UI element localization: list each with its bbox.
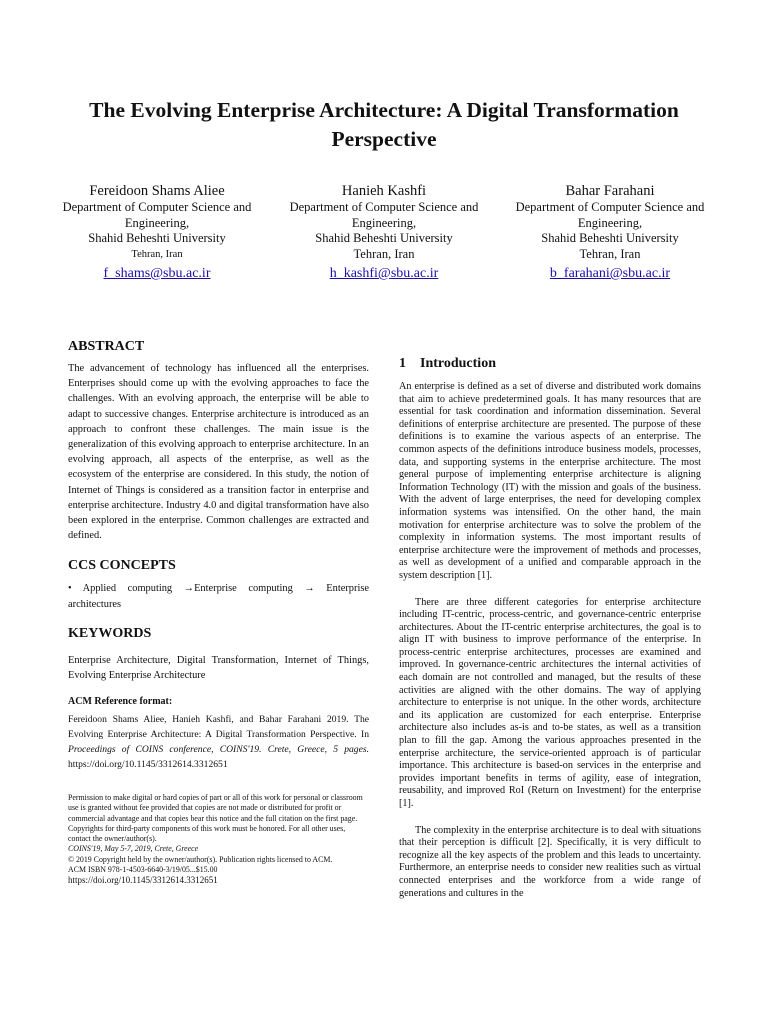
- ccs-concepts-heading: CCS CONCEPTS: [68, 558, 176, 574]
- author-name: Fereidoon Shams Aliee: [89, 183, 225, 199]
- right-column: [399, 355, 701, 900]
- author-university: Shahid Beheshti University: [541, 231, 679, 245]
- intro-paragraph-2: There are three different categories for enterprise architecture including IT-centric, process-centric, and governance-centric enterprise architectures. About the IT-centric enterprise architectures, the goal is to align IT with business to improve performance of the enterprise. In process-centric enterprise architectures, processes are examined and improved. In governance-centric architectures the internal activities of each domain are not controlled and managed, but the results of these activities are aligned with the other domains. The way of applying architecture to enterprise is not unique. In the other words, architecture and its application are customized for each enterprise. Enterprise architecture also includes as-is and to-be states, as well as a transition plan to fill the gap. Among the various approaches presented in the enterprise architecture, the service-oriented approach is of particular importance. This architecture is based-on services in the enterprise and provides important benefits in terms of agility, ease of integration, reusability, and improved RoI (Return on Investment) for the enterprise [1].: [399, 596, 701, 809]
- author-block-3: [510, 182, 710, 282]
- author-department: Department of Computer Science and Engineering,: [515, 200, 705, 230]
- ccs-concepts-text: • Applied computing →Enterprise computing → Enterprise architectures: [68, 583, 369, 610]
- author-department: Department of Computer Science and Engineering,: [289, 200, 479, 230]
- acm-reference-plain: Fereidoon Shams Aliee, Hanieh Kashfi, and Bahar Farahani 2019. The Evolving Enterprise Architecture: A Digital Transformation Perspective. In: [68, 714, 369, 741]
- author-location: Tehran, Iran: [579, 246, 641, 261]
- acm-reference-doi[interactable]: https://doi.org/10.1145/3312614.3312651: [68, 758, 228, 770]
- abstract-heading: ABSTRACT: [68, 339, 145, 354]
- acm-reference-venue: Proceedings of COINS conference, COINS'19. Crete, Greece, 5 pages.: [68, 743, 369, 755]
- author-university: Shahid Beheshti University: [88, 231, 226, 245]
- intro-paragraph-3: The complexity in the enterprise architecture is to deal with situations that their perception is difficult [2]. Specifically, it is very difficult to recognize all the key aspects of the problem and this leads to uncertainty. Furthermore, an enterprise needs to consider new realities such as virtual connected enterprises and the workforce from a wide range of generations and cultures in the: [399, 824, 701, 899]
- author-block-2: [284, 182, 484, 282]
- introduction-heading: [399, 355, 701, 373]
- author-university: Shahid Beheshti University: [315, 231, 453, 245]
- permission-doi[interactable]: https://doi.org/10.1145/3312614.3312651: [68, 875, 218, 886]
- keywords-heading: KEYWORDS: [68, 625, 152, 641]
- author-email-link[interactable]: b_farahani@sbu.ac.ir: [549, 266, 671, 281]
- left-column: [68, 338, 369, 772]
- author-name: Hanieh Kashfi: [341, 183, 427, 199]
- acm-reference-heading: ACM Reference format:: [68, 696, 173, 708]
- author-email-link[interactable]: h_kashfi@sbu.ac.ir: [329, 266, 439, 281]
- paper-title: The Evolving Enterprise Architecture: A Digital Transformation Perspective: [89, 98, 679, 151]
- author-location: Tehran, Iran: [131, 248, 183, 260]
- intro-paragraph-1: An enterprise is defined as a set of diverse and distributed work domains that aim to achieve predetermined goals. It has many resources that are essential for task coordination and information dissemination. Several definitions of enterprise architecture are presented. The purpose of these definitions is to examine the various aspects of an enterprise. The common aspects of the definitions introduce business models, processes, data, and supporting systems in the enterprise architecture. The most general purpose of implementing enterprise architecture is aligning Information Technology (IT) with the mission and goals of the business. With the advent of large enterprises, the need for developing complex information systems was intensified. On the other hand, the main motivation for enterprise architecture was to solve the problem of the complexity in information systems. The most important results of enterprise architecture were the improvement of methods and processes, as well as development of a unified and comparable approach in the system description [1].: [399, 381, 701, 581]
- abstract-text: The advancement of technology has influenced all the enterprises. Enterprises should come up with the evolving approaches to face the challenges. With an evolving approach, the enterprise will be able to adapt to successive changes. Enterprise architecture is introduced as an approach to confront these challenges. The main issue is the generalization of this evolving approach to enterprise architecture. In an evolving approach, all aspects of the enterprise, as well as the ecosystem of the enterprise are considered. In this study, the notion of Internet of Things is considered as a transition factor in enterprise and enterprise architecture. Industry 4.0 and digital transformation have also been explored in the enterprise. Common challenges are extracted and defined.: [68, 363, 369, 542]
- permission-isbn: ACM ISBN 978-1-4503-6640-3/19/05...$15.00: [68, 865, 218, 875]
- section-title: Introduction: [420, 356, 496, 371]
- permission-notice: [68, 793, 369, 886]
- acm-reference-text: [68, 713, 369, 772]
- author-location: Tehran, Iran: [353, 246, 415, 261]
- permission-venue: COINS'19, May 5-7, 2019, Crete, Greece: [68, 844, 199, 854]
- author-email-link[interactable]: f_shams@sbu.ac.ir: [103, 266, 211, 281]
- permission-copyright: © 2019 Copyright held by the owner/author(s). Publication rights licensed to ACM.: [68, 854, 333, 864]
- permission-text: Permission to make digital or hard copies of part or all of this work for personal or classroom use is granted without fee provided that copies are not made or distributed for profit or commercial advantage and that copies bear this notice and the full citation on the first page. Copyrights for third-party components of this work must be honored. For all other uses, contact the owner/author(s).: [68, 793, 363, 844]
- author-name: Bahar Farahani: [565, 183, 655, 199]
- keywords-text: Enterprise Architecture, Digital Transformation, Internet of Things, Evolving Enterprise Architecture: [68, 654, 369, 682]
- author-block-1: [57, 182, 257, 282]
- author-department: Department of Computer Science and Engineering,: [62, 200, 252, 230]
- section-number: 1: [399, 356, 406, 371]
